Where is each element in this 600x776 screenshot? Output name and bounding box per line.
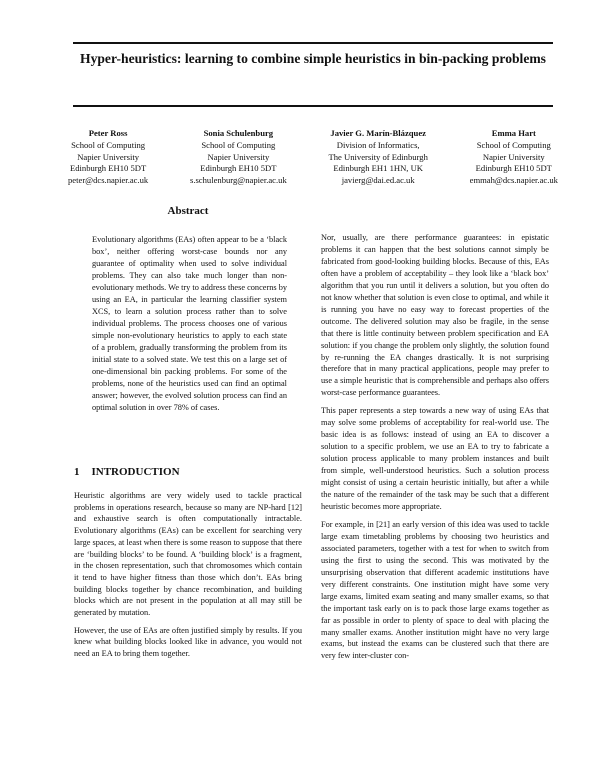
- abstract-heading: Abstract: [167, 205, 209, 217]
- author-name: Emma Hart: [491, 128, 536, 138]
- introduction-body: [74, 490, 302, 660]
- author-email: emmah@dcs.napier.ac.uk: [469, 175, 558, 186]
- author-2: [190, 128, 287, 187]
- author-affiliation: School of Computing: [201, 139, 276, 150]
- author-email: peter@dcs.napier.ac.uk: [68, 175, 149, 186]
- author-affiliation: School of Computing: [71, 139, 146, 150]
- paragraph: Nor, usually, are there performance guarantees: in epistatic problems it can happen that the best solutions cannot simply be fabricated from good-looking building blocks. Because of this, EAs often have a problem of acceptability – they look like a ‘black box’ algorithm that you run until it delivers a solution, but you often do not know whether that solution is even close to optimal, and while it is running you have no easy way to forecast properties of the outcome. The delivered solution may also be fragile, in the sense that there is little continuity between problem specification and EA solution: if you change the problem only slightly, the solution found by re-running the EA changes drastically. It is not surprising therefore that in many practical applications, people may prefer to use a simple heuristic that is comprehensible and perhaps also offers worst-case performance guarantees.: [321, 233, 549, 398]
- author-affiliation: Napier University: [207, 151, 270, 162]
- author-4: [470, 128, 558, 187]
- author-address: Edinburgh EH10 5DT: [69, 163, 147, 174]
- right-column-body: [321, 232, 549, 662]
- author-name: Javier G. Marín-Blázquez: [330, 128, 426, 138]
- abstract-text: Evolutionary algorithms (EAs) often appear to be a ‘black box’, neither offering worst-case bounds nor any guarantee of optimality when used to solve individual problems. They can also take much longer than non-evolutionary methods. We try to address these concerns by using an EA, in particular the learning classifier system XCS, to learn a solution process rather than to solve individual problems. The process chooses one of various simple non-evolutionary heuristics to apply to each state of a problem, gradually transforming the problem from its initial state to a solved state. We test this on a large set of one-dimensional bin packing problems. For some of the problems, none of the heuristics used can find an optimal answer; however, the evolved solution process can find an optimal solution in over 78% of cases.: [92, 235, 287, 412]
- author-address: Edinburgh EH1 1HN, UK: [333, 163, 423, 174]
- title-bottom-rule: [73, 105, 553, 107]
- author-3: [329, 128, 428, 187]
- section-title: INTRODUCTION: [91, 466, 180, 478]
- paragraph: This paper represents a step towards a new way of using EAs that may solve some problems of acceptability for real-world use. The basic idea is as follows: instead of using an EA to discover a solution to a specific problem, we use an EA to try to fabricate a solution process applicable to many problem instances and built from simple, well-understood heuristics. Such a solution process might consist of using a certain heuristic initially, but after a while the nature of the remainder of the task may be such that a different heuristic becomes more appropriate.: [321, 406, 549, 511]
- author-affiliation: Napier University: [77, 151, 140, 162]
- paragraph: However, the use of EAs are often justified simply by results. If you knew what building blocks looked like in advance, you would not need an EA to bring them together.: [74, 625, 302, 659]
- author-name: Sonia Schulenburg: [203, 128, 274, 138]
- section-heading: [74, 466, 180, 478]
- paragraph: Heuristic algorithms are very widely used to tackle practical problems in operations research, because so many are NP-hard [12] and exhaustive search is often computationally intractable. Evolutionary algorithms (EAs) can be excellent for searching very large spaces, at least when there is some reason to suppose that there are ‘building blocks’ to be found. A ‘building block’ is a fragment, in the chosen representation, such that chromosomes which contain it tend to have higher fitness than those which don’t. EAs bring building blocks together by chance recombination, and building blocks which are not present in the population at all may still be generated by mutation.: [74, 491, 302, 618]
- paragraph: For example, in [21] an early version of this idea was used to tackle large exam timetabling problems by choosing two heuristics and associated parameters, together with a test for when to switch from using the first to using the second. This was motivated by the unsurprising observation that different academic institutions have very different constraints. One institution might have some very large exams, limited exam seating and many smaller exams, so that the important task early on is to pack those large exams together as far as possible in order to plenty of space to deal with placing the many smaller exams. Another institution might have no very large exams, but instead the exams can be clustered such that there are very few inter-cluster con-: [321, 519, 549, 661]
- section-number: 1: [74, 466, 80, 478]
- author-1: [68, 128, 148, 187]
- author-affiliation: School of Computing: [476, 139, 551, 150]
- author-block: [68, 128, 558, 187]
- title-top-rule: [73, 42, 553, 44]
- author-email: s.schulenburg@napier.ac.uk: [189, 175, 287, 186]
- author-name: Peter Ross: [88, 128, 128, 138]
- author-email: javierg@dai.ed.ac.uk: [341, 175, 415, 186]
- author-affiliation: Napier University: [482, 151, 545, 162]
- author-address: Edinburgh EH10 5DT: [200, 163, 277, 174]
- author-affiliation: The University of Edinburgh: [328, 151, 428, 162]
- paper-title: Hyper-heuristics: learning to combine simple heuristics in bin-packing problems: [80, 51, 546, 66]
- author-affiliation: Division of Informatics,: [336, 139, 420, 150]
- author-address: Edinburgh EH10 5DT: [475, 163, 552, 174]
